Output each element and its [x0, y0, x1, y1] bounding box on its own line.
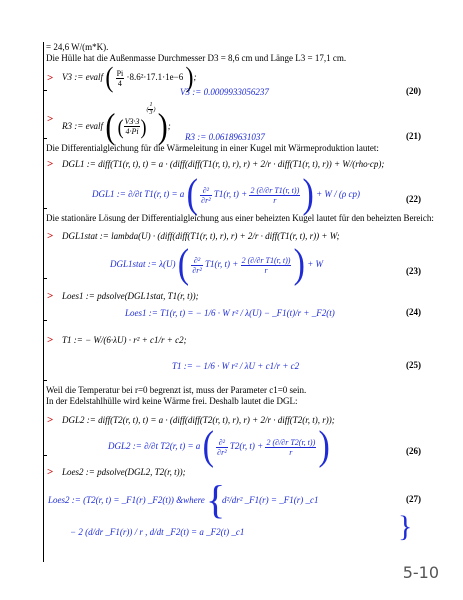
- equation-number: (24): [406, 307, 421, 317]
- loes2-brace: {: [206, 477, 226, 522]
- equation-number: (21): [406, 131, 421, 141]
- maple-output-loes2-a: Loes2 := (T2(r, t) = _F1(r) _F2(t)) &where: [48, 495, 205, 505]
- text-line: Die Hülle hat die Außenmasse Durchmesser D3 = 8,6 cm und Länge L3 = 17,1 cm.: [46, 53, 347, 63]
- maple-input-dgl2[interactable]: DGL2 := diff(T2(r, t), t) = a · (diff(diff(T2(r, t), r), r) + 2/r · diff(T2(r, t), r));: [62, 415, 335, 425]
- execution-prompt[interactable]: >: [47, 230, 54, 242]
- maple-output-loes1: Loes1 := T1(r, t) = − 1/6 · W r² / λ(U) − _F1(t)/r + _F2(t): [125, 308, 335, 318]
- dgl1-rhs: + W / (ρ cp): [316, 189, 360, 200]
- maple-input-dgl1stat[interactable]: DGL1stat := lambda(U) · (diff(diff(T1(r, t), r), r) + 2/r · diff(T1(r, t), r)) + W;: [62, 231, 340, 241]
- group-tick: [43, 380, 47, 381]
- v3-pi: Pi: [116, 68, 124, 78]
- r3-den: 4·Pi: [125, 127, 139, 137]
- r3-exp-num: 1: [149, 102, 153, 108]
- equation-number: (26): [406, 446, 421, 456]
- group-tick: [43, 90, 47, 91]
- maple-output-t1: T1 := − 1/6 · W r² / λU + c1/r + c2: [172, 361, 300, 371]
- equation-number: (25): [406, 360, 421, 370]
- page-number: 5-10: [402, 563, 439, 582]
- maple-output-dgl1stat: DGL1stat := λ(U) ( $\frac{\text{∂²}}{\text{∂r²}}$ T1(r, t) + $\frac{\text{2 (∂/∂r T1(r, t))}}{r}$ ) + W: [110, 242, 324, 287]
- equation-number: (23): [406, 266, 421, 276]
- maple-input-dgl1[interactable]: DGL1 := diff(T1(r, t), t) = a · (diff(diff(T1(r, t), r), r) + 2/r · diff(T1(r, t), r)) + W/(rho·cp);: [62, 159, 385, 169]
- group-tick: [43, 455, 47, 456]
- r3-num: V3·3: [124, 117, 140, 127]
- maple-output-loes2-b: d²/dr² _F1(r) = _F1(r) _c1: [222, 495, 319, 505]
- maple-input-loes1[interactable]: Loes1 := pdsolve(DGL1stat, T1(r, t));: [62, 291, 199, 301]
- r3-exp-den: 3: [149, 110, 153, 116]
- maple-output-dgl2: DGL2 := ∂/∂t T2(r, t) = a ( $\frac{\text{∂²}}{\text{∂r²}}$ T2(r, t) + $\frac{\text{2 (∂/∂r T2(r, t))}}{r}$ ): [108, 424, 330, 469]
- dgl1stat-lhs: DGL1stat := λ(U): [110, 259, 176, 270]
- maple-output-dgl1: DGL1 := ∂/∂t T1(r, t) = a ( $\frac{\text{∂²}}{\text{∂r²}}$ T1(r, t) + $\frac{\text{2 (∂/∂r T1(r, t))}}{r}$ ) + W / (ρ cp): [92, 172, 360, 217]
- loes2-brace-close: }: [398, 510, 413, 543]
- dgl1stat-rhs: + W: [307, 259, 324, 270]
- execution-prompt[interactable]: >: [47, 158, 54, 170]
- execution-prompt[interactable]: >: [47, 72, 54, 84]
- execution-prompt[interactable]: >: [47, 334, 54, 346]
- maple-output-loes2-c: − 2 (d/dr _F1(r)) / r , d/dt _F2(t) = a _F2(t) _c1: [70, 527, 245, 537]
- equation-number: (20): [406, 86, 421, 96]
- text-line: = 24,6 W/(m*K).: [46, 42, 109, 52]
- equation-number: (22): [406, 194, 421, 204]
- group-tick: [43, 138, 47, 139]
- maple-output-v3: V3 := 0.0009933056237: [180, 87, 269, 97]
- execution-prompt[interactable]: >: [47, 466, 54, 478]
- group-tick: [43, 320, 47, 321]
- maple-input-v3[interactable]: V3 := evalf ( $\frac{Pi}{4}$ ·8.6²·17.1·1e−6 );: [62, 62, 197, 94]
- v3-head: V3 := evalf: [62, 72, 104, 83]
- maple-input-loes2[interactable]: Loes2 := pdsolve(DGL2, T2(r, t));: [62, 467, 186, 477]
- execution-prompt[interactable]: >: [47, 414, 54, 426]
- execution-prompt[interactable]: >: [47, 113, 54, 125]
- dgl1-lhs: DGL1 := ∂/∂t T1(r, t) = a: [92, 189, 185, 200]
- maple-input-t1[interactable]: T1 := − W/(6·λU) · r² + c1/r + c2;: [62, 335, 187, 345]
- text-line: Die Differentialgleichung für die Wärmeleitung in einer Kugel mit Wärmeproduktion lautet:: [46, 143, 379, 153]
- r3-head: R3 := evalf: [62, 120, 104, 131]
- text-line: Weil die Temperatur bei r=0 begrenzt ist, muss der Parameter c1=0 sein.: [46, 385, 307, 395]
- maple-output-r3: R3 := 0.06189631037: [185, 132, 265, 142]
- dgl2-lhs: DGL2 := ∂/∂t T2(r, t) = a: [108, 441, 201, 452]
- v3-four: 4: [117, 78, 122, 88]
- maple-input-r3[interactable]: R3 := evalf ( ( $\frac{V3\cdot 3}{4\cdot Pi}$ )$^{( \frac{1}{3} )}$ );: [62, 102, 171, 147]
- equation-number: (27): [406, 494, 421, 504]
- text-line: In der Edelstahlhülle wird keine Wärme frei. Deshalb lautet die DGL:: [46, 396, 298, 406]
- group-bracket[interactable]: [43, 42, 44, 562]
- group-tick: [43, 208, 47, 209]
- group-tick: [43, 278, 47, 279]
- text-line: Die stationäre Lösung der Differentialgleichung aus einer beheizten Kugel lautet für den beheizten Bereich:: [46, 213, 434, 223]
- execution-prompt[interactable]: >: [47, 290, 54, 302]
- v3-tail: ·8.6²·17.1·1e−6: [126, 72, 184, 83]
